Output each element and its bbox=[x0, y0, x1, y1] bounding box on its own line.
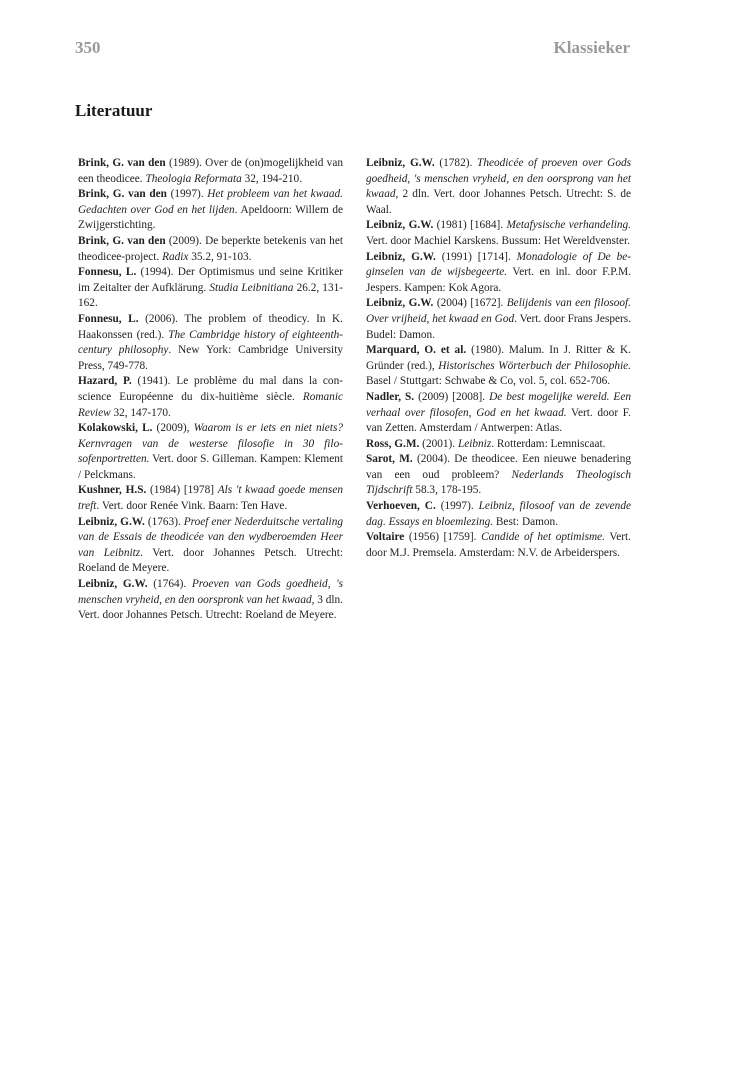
references-right-column bbox=[366, 156, 631, 561]
reference-entry: Leibniz, G.W. (1981) [1684]. Metafysische verhandeling. Vert. door Machiel Karskens. Bussum: Het Wereldvenster. bbox=[366, 219, 631, 247]
page-number: 350 bbox=[75, 38, 101, 57]
references-left-column bbox=[78, 156, 343, 624]
section-title: Literatuur bbox=[75, 101, 153, 120]
reference-entry: Fonnesu, L. (2006). The problem of theodicy. In K. Haakonssen (red.). The Cambridge history of eighteenth-century philosophy. New York: Cambridge University Press, 749-778. bbox=[78, 312, 343, 372]
reference-entry: Leibniz, G.W. (1782). Theodicée of proeven over Gods goedheid, 's menschen vryheid, en den oorsprong van het kwaad, 2 dln. Vert. door Johannes Petsch. Utrecht: S. de Waal. bbox=[366, 157, 632, 216]
reference-entry: Leibniz, G.W. (1764). Proeven van Gods goedheid, 's menschen vryheid, en den oorspronk van het kwaad, 3 dln. Vert. door Johannes Petsch. Utrecht: Roeland de Meyere. bbox=[78, 578, 344, 622]
running-title: Klassieker bbox=[553, 38, 630, 57]
reference-entry: Sarot, M. (2004). De theodicee. Een nieuwe benadering van een oud probleem? Nederlands Theologisch Tijdschrift 58.3, 178-195. bbox=[366, 453, 631, 497]
reference-entry: Nadler, S. (2009) [2008]. De best mogelijke wereld. Een verhaal over filosofen, God en het kwaad. Vert. door F. van Zetten. Amsterdam / Antwerpen: Atlas. bbox=[366, 390, 631, 435]
reference-entry: Kolakowski, L. (2009), Waarom is er iets en niet niets? Kernvragen van de westerse filosofie in 30 filosofenportretten. Vert. door S. Gilleman. Kampen: Klement / Pelckmans. bbox=[78, 422, 344, 481]
reference-entry: Leibniz, G.W. (1991) [1714]. Monadologie of De beginselen van de wijsbegeerte. Vert. en inl. door F.P.M. Jespers. Kampen: Kok Agora. bbox=[366, 250, 631, 294]
reference-entry: Brink, G. van den (1989). Over de (on)mogelijkheid van een theodicee. Theologia Reformata 32, 194-210. bbox=[78, 157, 343, 185]
reference-entry: Brink, G. van den (1997). Het probleem van het kwaad. Gedachten over God en het lijden. Apeldoorn: Willem de Zwijgerstichting. bbox=[78, 188, 343, 232]
reference-entry: Leibniz, G.W. (1763). Proef ener Nederduitsche vertaling van de Essais de theodicée van den wydberoemden Heer van Leibnitz. Vert. door Johannes Petsch. Utrecht: Roeland de Meyere. bbox=[78, 515, 344, 575]
reference-entry: Leibniz, G.W. (2004) [1672]. Belijdenis van een filosoof. Over vrijheid, het kwaad en God. Vert. door Frans Jespers. Budel: Damon. bbox=[366, 297, 632, 341]
reference-entry: Verhoeven, C. (1997). Leibniz, filosoof van de zevende dag. Essays en bloemlezing. Best: Damon. bbox=[366, 500, 631, 528]
reference-entry: Fonnesu, L. (1994). Der Optimismus und seine Kritiker im Zeitalter der Aufklärung. Studia Leibnitiana 26.2, 131-162. bbox=[78, 266, 344, 310]
reference-entry: Marquard, O. et al. (1980). Malum. In J. Ritter & K. Gründer (red.), Historisches Wörterbuch der Philosophie. Basel / Stuttgart: Schwabe & Co, vol. 5, col. 652-706. bbox=[366, 344, 632, 388]
reference-entry: Voltaire (1956) [1759]. Candide of het optimisme. Vert. door M.J. Premsela. Amsterdam: N.V. de Arbeiderspers. bbox=[366, 531, 632, 559]
reference-entry: Kushner, H.S. (1984) [1978] Als 't kwaad goede mensen treft. Vert. door Renée Vink. Baarn: Ten Have. bbox=[78, 484, 343, 513]
reference-entry: Brink, G. van den (2009). De beperkte betekenis van het theodicee-project. Radix 35.2, 91-103. bbox=[78, 234, 343, 263]
reference-entry: Ross, G.M. (2001). Leibniz. Rotterdam: Lemniscaat. bbox=[366, 437, 606, 450]
reference-entry: Hazard, P. (1941). Le problème du mal dans la conscience Européenne du dix-huitième siècle. Romanic Review 32, 147-170. bbox=[78, 375, 343, 419]
